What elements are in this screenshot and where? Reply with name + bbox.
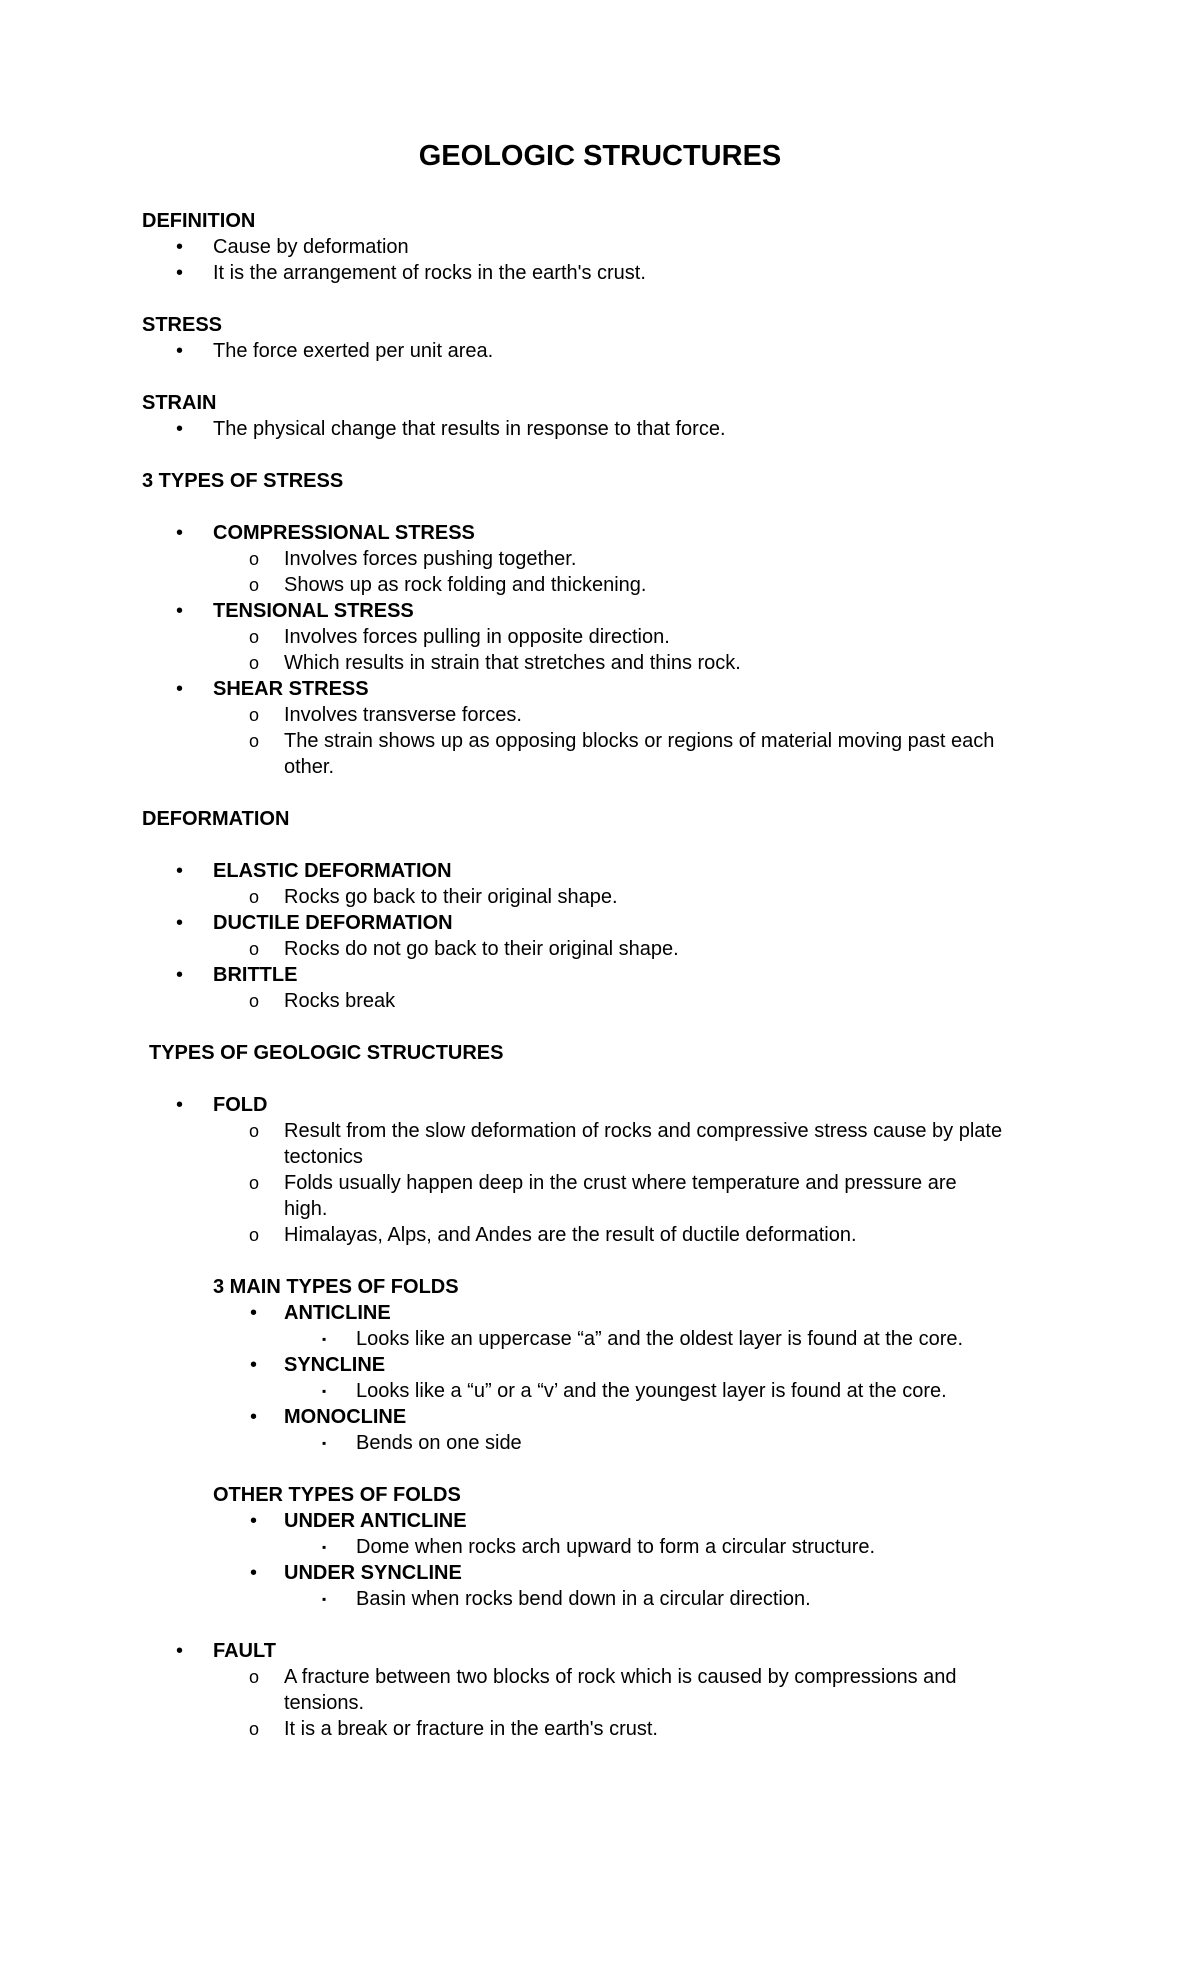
- square-bullet-icon: ▪: [322, 1384, 327, 1398]
- fold-type-desc: Looks like a “u” or a “v’ and the youngest layer is found at the core.: [356, 1380, 947, 1402]
- fold-type-label: UNDER SYNCLINE: [284, 1562, 462, 1584]
- circle-bullet-icon: o: [249, 575, 260, 595]
- square-bullet-icon: ▪: [322, 1436, 327, 1450]
- fold-type-desc: Looks like an uppercase “a” and the oldest layer is found at the core.: [356, 1328, 964, 1350]
- circle-bullet-icon: o: [249, 627, 260, 647]
- heading-strain: STRAIN: [142, 392, 217, 414]
- deformation-label: BRITTLE: [213, 964, 298, 986]
- deformation-detail: Rocks break: [284, 990, 396, 1012]
- fold-label: FOLD: [213, 1094, 268, 1116]
- circle-bullet-icon: o: [249, 705, 260, 725]
- heading-stress: STRESS: [142, 314, 223, 336]
- deformation-label: ELASTIC DEFORMATION: [213, 860, 452, 882]
- circle-bullet-icon: o: [249, 991, 260, 1011]
- fold-type-desc: Dome when rocks arch upward to form a circular structure.: [356, 1536, 876, 1558]
- bullet-icon: •: [250, 1302, 258, 1324]
- stress-type-detail: Shows up as rock folding and thickening.: [284, 574, 647, 596]
- fault-detail: tensions.: [284, 1692, 365, 1714]
- fault-detail: A fracture between two blocks of rock which is caused by compressions and: [284, 1666, 957, 1688]
- heading-types-of-structures: TYPES OF GEOLOGIC STRUCTURES: [149, 1042, 504, 1064]
- circle-bullet-icon: o: [249, 1173, 260, 1193]
- bullet-icon: •: [176, 1640, 184, 1662]
- stress-type-detail: The strain shows up as opposing blocks or regions of material moving past each: [284, 730, 995, 752]
- stress-type-detail: other.: [284, 756, 335, 778]
- fold-type-desc: Basin when rocks bend down in a circular direction.: [356, 1588, 811, 1610]
- circle-bullet-icon: o: [249, 1121, 260, 1141]
- stress-type-detail: Involves forces pushing together.: [284, 548, 577, 570]
- square-bullet-icon: ▪: [322, 1540, 327, 1554]
- definition-item: Cause by deformation: [213, 236, 409, 258]
- bullet-icon: •: [250, 1406, 258, 1428]
- fold-detail: tectonics: [284, 1146, 363, 1168]
- bullet-icon: •: [176, 860, 184, 882]
- fold-type-label: UNDER ANTICLINE: [284, 1510, 467, 1532]
- square-bullet-icon: ▪: [322, 1592, 327, 1606]
- bullet-icon: •: [176, 1094, 184, 1116]
- circle-bullet-icon: o: [249, 939, 260, 959]
- bullet-icon: •: [250, 1562, 258, 1584]
- stress-type-detail: Involves transverse forces.: [284, 704, 522, 726]
- fold-type-label: MONOCLINE: [284, 1406, 407, 1428]
- bullet-icon: •: [176, 522, 184, 544]
- circle-bullet-icon: o: [249, 887, 260, 907]
- bullet-icon: •: [176, 236, 184, 258]
- deformation-label: DUCTILE DEFORMATION: [213, 912, 453, 934]
- circle-bullet-icon: o: [249, 549, 260, 569]
- circle-bullet-icon: o: [249, 1667, 260, 1687]
- strain-item: The physical change that results in response to that force.: [213, 418, 726, 440]
- bullet-icon: •: [250, 1354, 258, 1376]
- fold-detail: high.: [284, 1198, 328, 1220]
- circle-bullet-icon: o: [249, 1719, 260, 1739]
- stress-type-label: TENSIONAL STRESS: [213, 600, 414, 622]
- heading-types-of-stress: 3 TYPES OF STRESS: [142, 470, 344, 492]
- circle-bullet-icon: o: [249, 653, 260, 673]
- heading-deformation: DEFORMATION: [142, 808, 290, 830]
- fold-type-label: SYNCLINE: [284, 1354, 386, 1376]
- deformation-detail: Rocks go back to their original shape.: [284, 886, 618, 908]
- circle-bullet-icon: o: [249, 1225, 260, 1245]
- stress-item: The force exerted per unit area.: [213, 340, 494, 362]
- bullet-icon: •: [176, 912, 184, 934]
- bullet-icon: •: [176, 340, 184, 362]
- stress-type-detail: Which results in strain that stretches and thins rock.: [284, 652, 741, 674]
- stress-type-label: SHEAR STRESS: [213, 678, 369, 700]
- fold-type-label: ANTICLINE: [284, 1302, 391, 1324]
- stress-type-label: COMPRESSIONAL STRESS: [213, 522, 475, 544]
- bullet-icon: •: [176, 262, 184, 284]
- bullet-icon: •: [176, 678, 184, 700]
- definition-item: It is the arrangement of rocks in the earth's crust.: [213, 262, 646, 284]
- fold-detail: Folds usually happen deep in the crust where temperature and pressure are: [284, 1172, 957, 1194]
- heading-other-types-of-folds: OTHER TYPES OF FOLDS: [213, 1484, 461, 1506]
- circle-bullet-icon: o: [249, 731, 260, 751]
- bullet-icon: •: [176, 418, 184, 440]
- heading-definition: DEFINITION: [142, 210, 256, 232]
- fault-label: FAULT: [213, 1640, 276, 1662]
- bullet-icon: •: [176, 964, 184, 986]
- deformation-detail: Rocks do not go back to their original shape.: [284, 938, 679, 960]
- heading-main-types-of-folds: 3 MAIN TYPES OF FOLDS: [213, 1276, 459, 1298]
- bullet-icon: •: [176, 600, 184, 622]
- square-bullet-icon: ▪: [322, 1332, 327, 1346]
- fold-detail: Himalayas, Alps, and Andes are the result of ductile deformation.: [284, 1224, 857, 1246]
- page-title: GEOLOGIC STRUCTURES: [418, 140, 782, 172]
- bullet-icon: •: [250, 1510, 258, 1532]
- fold-type-desc: Bends on one side: [356, 1432, 522, 1454]
- fold-detail: Result from the slow deformation of rocks and compressive stress cause by plate: [284, 1120, 1003, 1142]
- stress-type-detail: Involves forces pulling in opposite direction.: [284, 626, 670, 648]
- fault-detail: It is a break or fracture in the earth's crust.: [284, 1718, 658, 1740]
